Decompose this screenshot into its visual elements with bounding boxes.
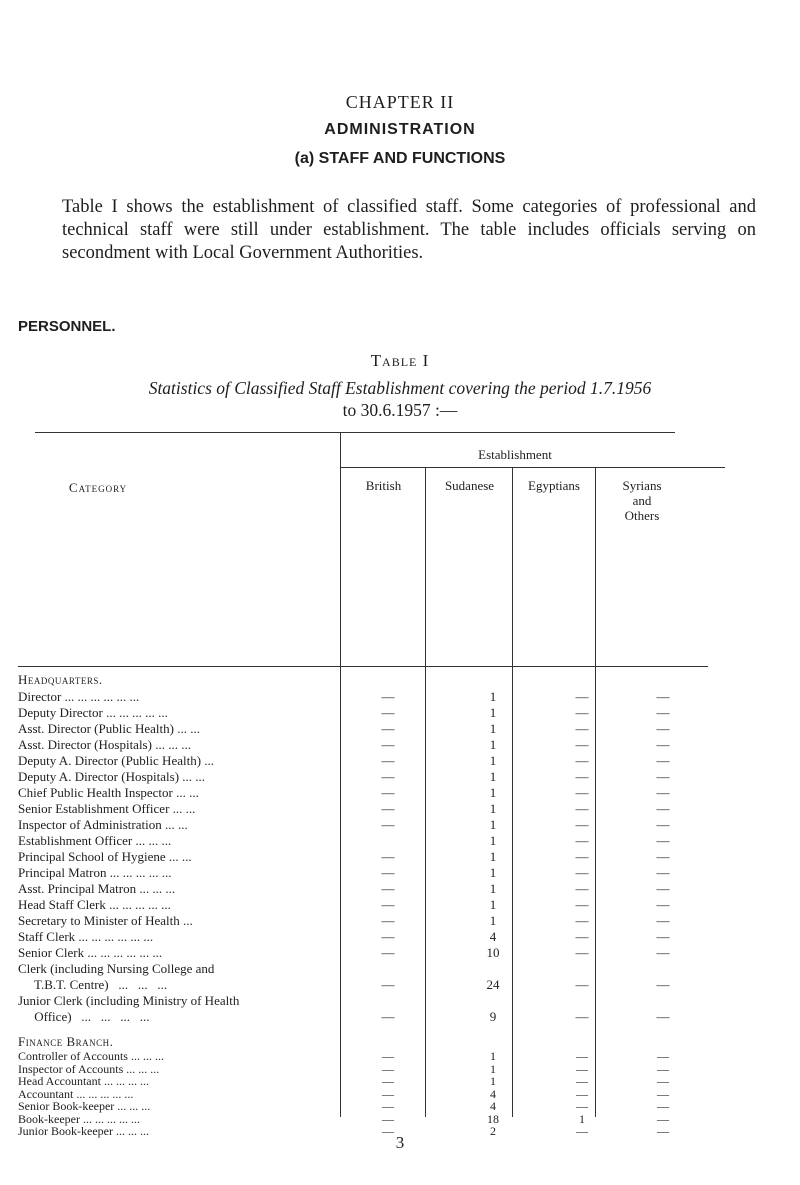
- cell-syrians: —: [657, 1049, 669, 1063]
- chapter-heading: CHAPTER II: [345, 92, 455, 112]
- table-top-rule: [35, 432, 675, 433]
- table-caption-line1: Statistics of Classified Staff Establishment covering the period 1.7.1956: [148, 378, 652, 398]
- table-row: Principal School of Hygiene ... ... — 1 — —: [18, 849, 670, 864]
- cell-british: —: [382, 1074, 394, 1088]
- cell-sudanese: 2: [490, 1124, 496, 1138]
- cell-sudanese: 1: [490, 1049, 496, 1063]
- table-row: Deputy Director ... ... ... ... ... — 1 — —: [18, 705, 670, 720]
- section-title-finance: Finance Branch.: [18, 1034, 114, 1049]
- cell-syrians: —: [657, 1111, 669, 1126]
- table-row: Clerk (including Nursing College and: [18, 961, 215, 976]
- header-egyptians: Egyptians: [528, 478, 580, 493]
- header-british: British: [365, 478, 402, 493]
- header-bottom-rule: [18, 666, 708, 667]
- table-row: T.B.T. Centre) ... ... ... — 24 — —: [18, 977, 670, 992]
- cell-british: —: [382, 1111, 394, 1126]
- table-row: Principal Matron ... ... ... ... ... — 1 — —: [18, 865, 670, 880]
- table-row: Asst. Principal Matron ... ... ... — 1 — —: [18, 881, 670, 896]
- table-row: Deputy A. Director (Hospitals) ... ... — 1 — —: [18, 769, 670, 784]
- row-label: Controller of Accounts ... ... ...: [18, 1049, 164, 1063]
- table-row: Inspector of Administration ... ... — 1 — —: [18, 817, 670, 832]
- table-row: Staff Clerk ... ... ... ... ... ... — 4 — —: [18, 929, 670, 944]
- page-number: 3: [395, 1133, 405, 1152]
- subsection-heading: (a) STAFF AND FUNCTIONS: [294, 150, 506, 167]
- table-row: Secretary to Minister of Health ... — 1 — —: [18, 913, 670, 928]
- table-row: Junior Clerk (including Ministry of Health: [18, 993, 240, 1008]
- cell-sudanese: 1: [490, 1074, 496, 1088]
- cell-british: —: [382, 1086, 394, 1101]
- cell-sudanese: 4: [490, 1086, 496, 1101]
- table-row: Deputy A. Director (Public Health) ... — 1 — —: [18, 753, 670, 768]
- cell-egyptians: —: [576, 1049, 588, 1063]
- cell-egyptians: —: [576, 1099, 588, 1113]
- cell-egyptians: 1: [579, 1111, 585, 1126]
- header-sudanese: Sudanese: [444, 478, 495, 493]
- table-row: Establishment Officer ... ... ... 1 — —: [18, 833, 670, 848]
- table-row: Asst. Director (Public Health) ... ... — 1 — —: [18, 721, 670, 736]
- cell-egyptians: —: [576, 1124, 588, 1138]
- personnel-heading: PERSONNEL.: [18, 318, 116, 335]
- table-row: Head Staff Clerk ... ... ... ... ... — 1 — —: [18, 897, 670, 912]
- intro-paragraph: Table I shows the establishment of classified staff. Some categories of professional and technical staff were still under establishment. The table includes officials serving on secondment with Local Government Authorities.: [62, 197, 756, 263]
- table-caption-line2: to 30.6.1957 :—: [342, 400, 458, 420]
- table-row: Asst. Director (Hospitals) ... ... ... — 1 — —: [18, 737, 670, 752]
- cell-syrians: —: [657, 1099, 669, 1113]
- table-row: Senior Establishment Officer ... ... — 1 — —: [18, 801, 670, 816]
- cell-british: —: [382, 1124, 394, 1138]
- section-heading: ADMINISTRATION: [324, 121, 476, 138]
- row-label: Inspector of Accounts ... ... ...: [18, 1061, 160, 1076]
- header-syrians: Syrians and Others: [622, 478, 662, 523]
- cell-british: —: [382, 1061, 394, 1076]
- section-title-headquarters: Headquarters.: [18, 672, 103, 687]
- row-label: Junior Book-keeper ... ... ...: [18, 1124, 149, 1138]
- cell-syrians: —: [657, 1086, 669, 1101]
- row-label: Senior Book-keeper ... ... ...: [18, 1099, 151, 1113]
- table-row: Director ... ... ... ... ... ... — 1 — —: [18, 689, 670, 704]
- cell-syrians: —: [657, 1074, 669, 1088]
- cell-british: —: [382, 1049, 394, 1063]
- table-title: Table I: [370, 351, 430, 370]
- cell-sudanese: 18: [487, 1111, 499, 1126]
- row-label: Head Accountant ... ... ... ...: [18, 1074, 149, 1088]
- cell-british: —: [382, 1099, 394, 1113]
- cell-sudanese: 1: [490, 1061, 496, 1076]
- row-label: Accountant ... ... ... ... ...: [18, 1086, 134, 1101]
- cell-egyptians: —: [576, 1086, 588, 1101]
- cell-sudanese: 4: [490, 1099, 496, 1113]
- header-establishment: Establishment: [478, 447, 552, 462]
- establishment-rule: [340, 467, 725, 468]
- cell-egyptians: —: [576, 1061, 588, 1076]
- row-label: Book-keeper ... ... ... ... ...: [18, 1111, 140, 1126]
- table-row: Senior Clerk ... ... ... ... ... ... — 10 — —: [18, 945, 670, 960]
- cell-egyptians: —: [576, 1074, 588, 1088]
- cell-syrians: —: [657, 1061, 669, 1076]
- table-row: Chief Public Health Inspector ... ... — 1 — —: [18, 785, 670, 800]
- table-row: Office) ... ... ... ... — 9 — —: [18, 1009, 670, 1024]
- header-category: Category: [68, 480, 128, 495]
- cell-syrians: —: [657, 1124, 669, 1138]
